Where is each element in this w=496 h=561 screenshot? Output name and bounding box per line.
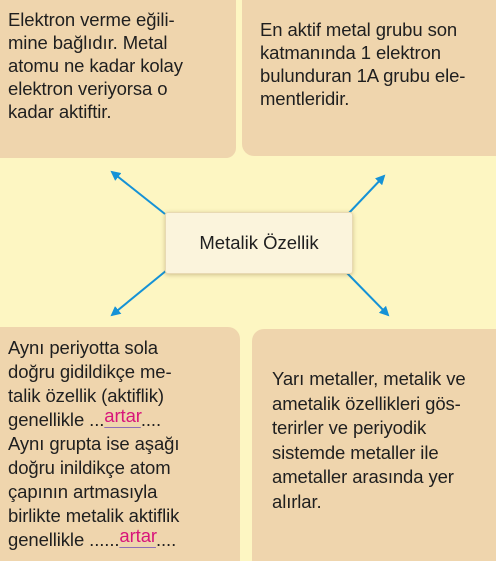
central-concept-box [165,212,353,274]
arrow-to-top-left [112,172,165,214]
fill-blank-2-suffix: .... [155,529,177,550]
note-most-active-group-text: En aktif metal grubu son katmanında 1 elektron bulunduran 1A grubu ele- mentleridir. [260,19,466,109]
note-electron-tendency-text: Elektron verme eğili- mine bağlıdır. Metal atomu ne kadar kolay elektron veriyorsa o kadar aktiftir. [8,9,183,122]
arrow-to-bottom-left [112,270,167,315]
fill-blank-1-suffix: .... [140,409,161,430]
note-periodic-trends-middle: Aynı grupta ise aşağı doğru inildikçe atom çapının artmasıyla birlikte metalik aktiflik [8,433,180,526]
note-semimetals-text: Yarı metaller, metalik ve ametalik özellikleri gös- terirler ve periyodik sistemde metaller ile ametaller arasında yer alırlar. [272,368,466,512]
fill-blank-1-answer: artar [104,405,141,426]
fill-blank-2-answer: artar [119,525,156,546]
arrow-to-top-right [348,176,384,214]
fill-blank-1-prefix: genellikle ... [8,409,105,430]
note-periodic-trends-intro: Aynı periyotta sola doğru gidildikçe me- talik özellik (aktiflik) [8,337,172,406]
fill-blank-2-prefix: genellikle ...... [8,529,120,550]
arrow-to-bottom-right [346,272,388,315]
central-concept-label: Metalik Özellik [199,232,319,253]
